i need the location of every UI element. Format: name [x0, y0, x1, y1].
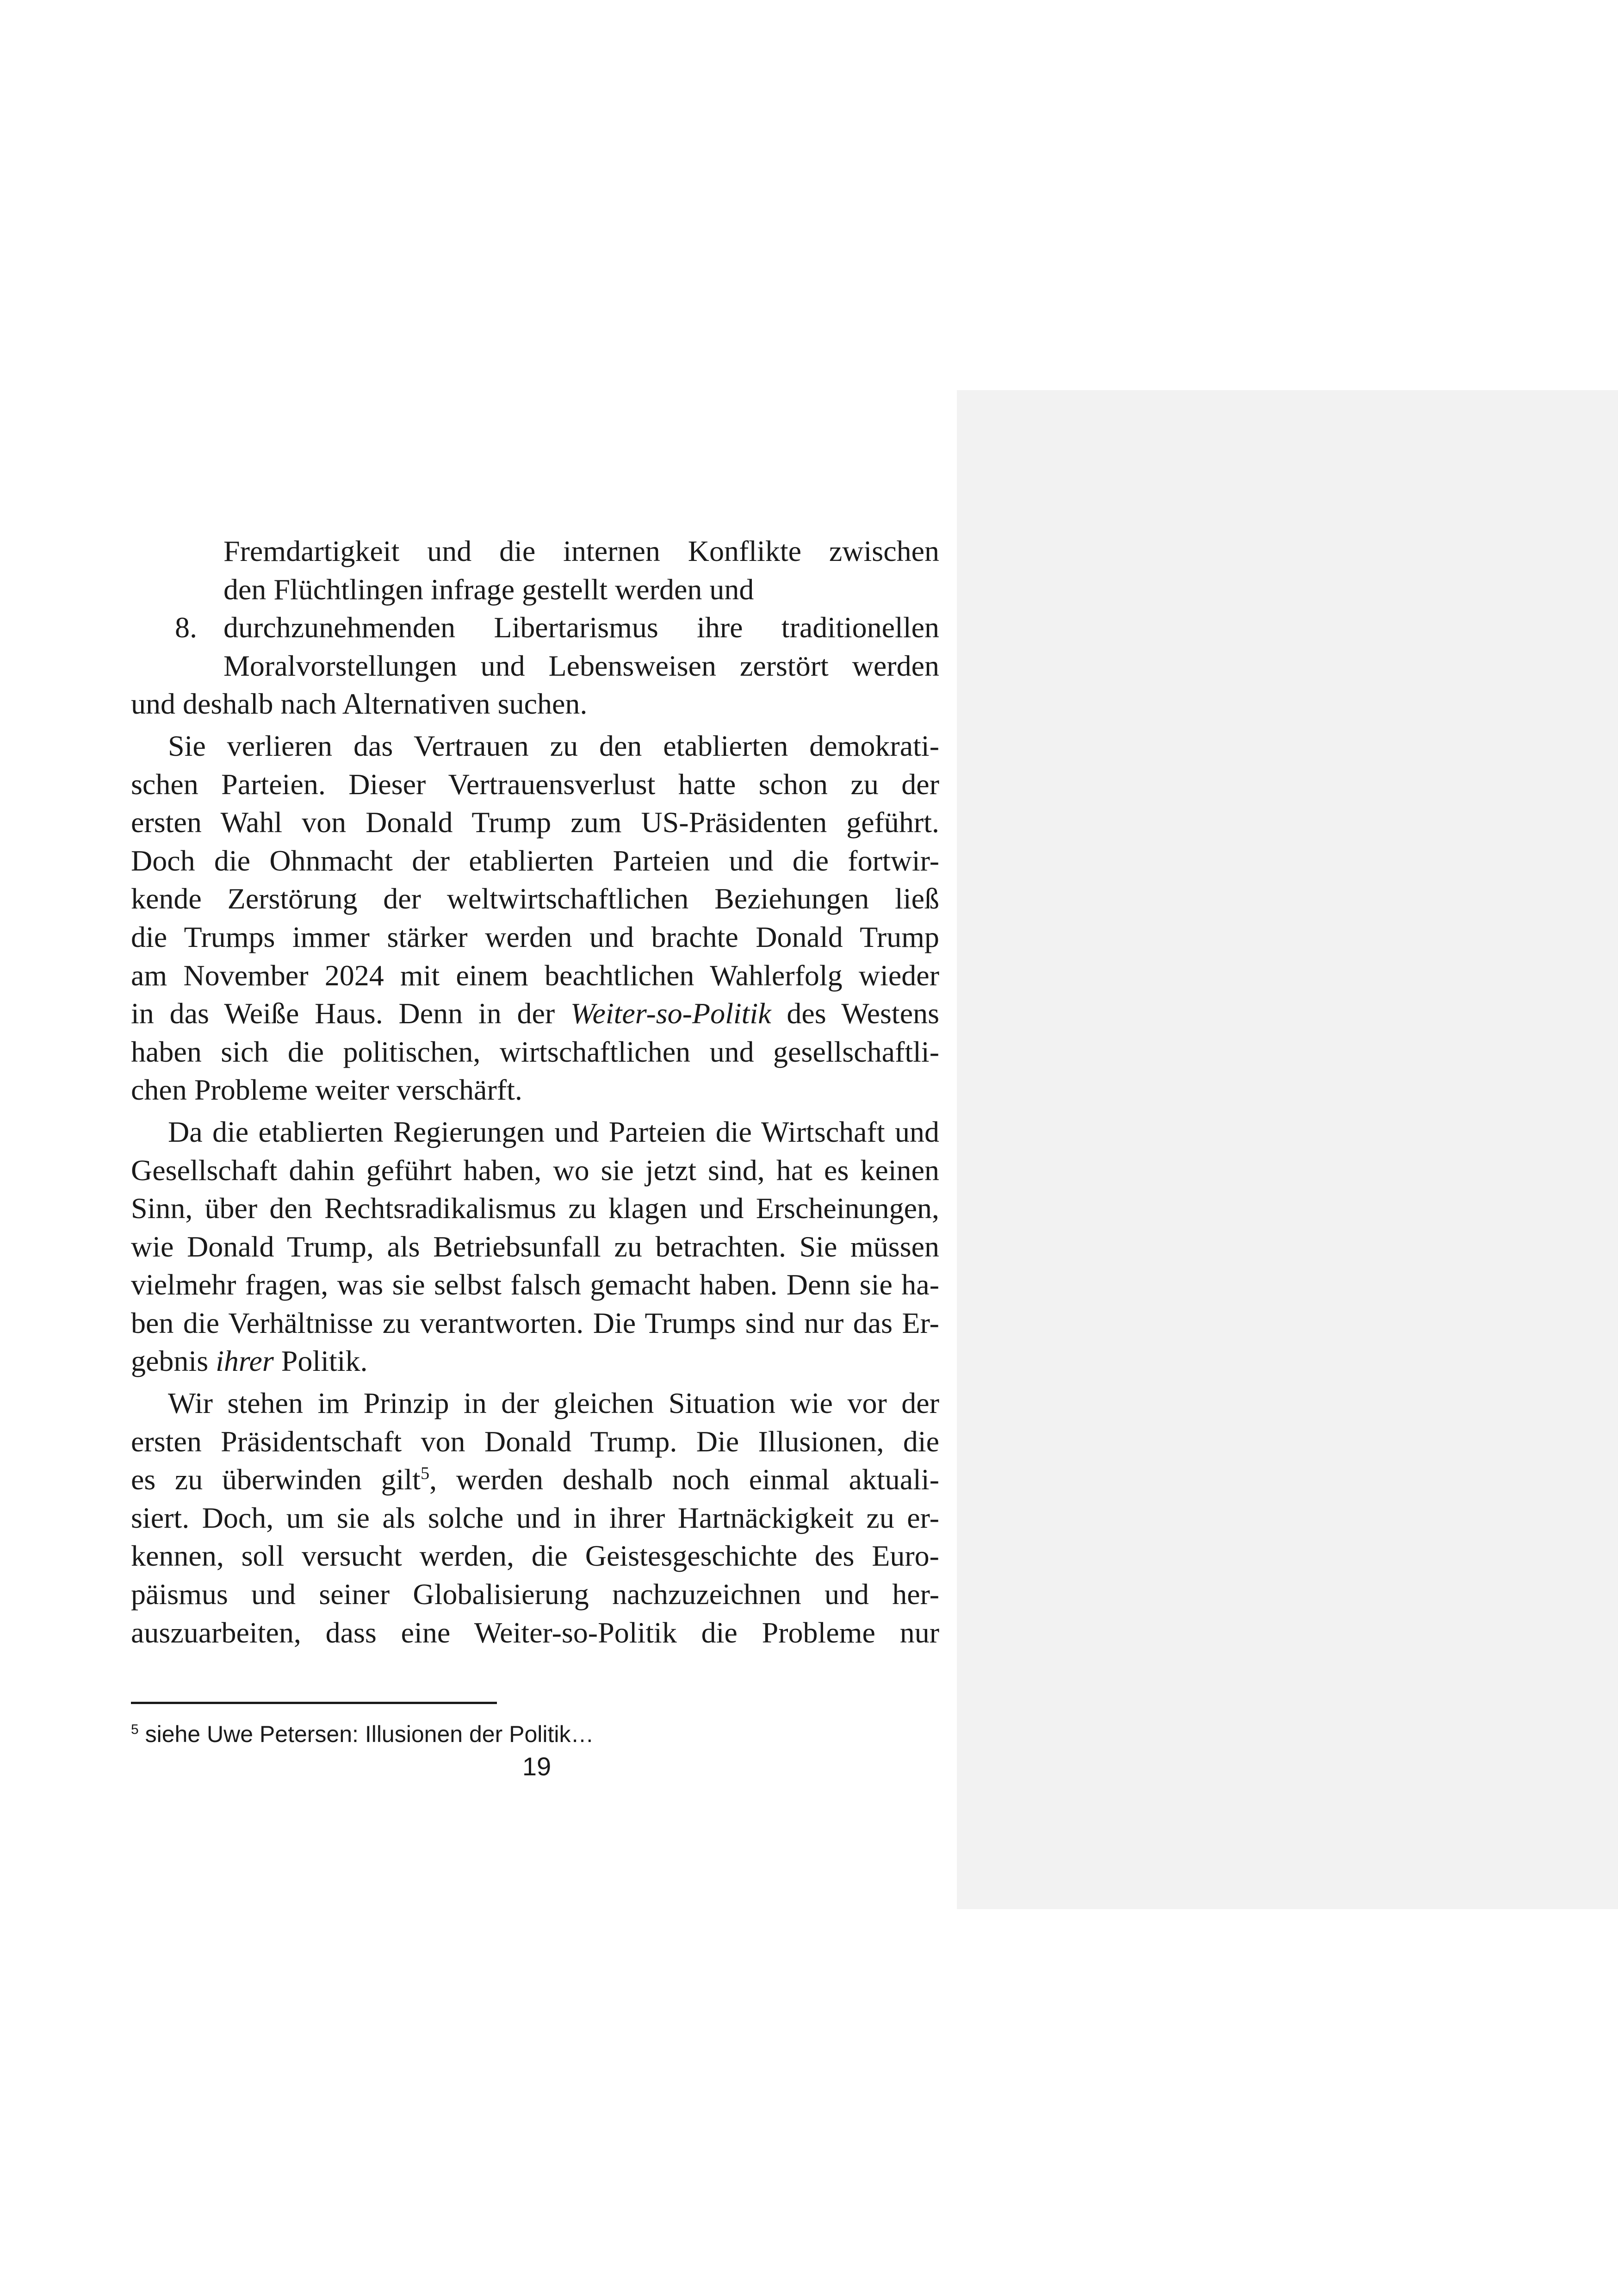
paragraph-1-line: Sie verlieren das Vertrauen zu den etablierten demokrati- — [168, 729, 939, 762]
paragraph-3-line: siert. Doch, um sie als solche und in ihrer Hartnäckigkeit zu er- — [131, 1501, 939, 1534]
paragraph-1-line: in das Weiße Haus. Denn in der Weiter-so-Politik des Westens — [131, 997, 940, 1030]
page-number: 19 — [522, 1752, 552, 1781]
paragraph-3-line: es zu überwinden gilt$^5$, werden deshalb noch einmal aktuali- — [131, 1463, 940, 1496]
paragraph-3-line: ersten Präsidentschaft von Donald Trump. Die Illusionen, die — [131, 1425, 939, 1458]
footnote-text: siehe Uwe Petersen: Illusionen der Politik… — [138, 1721, 594, 1747]
list-number: 8. — [175, 611, 197, 644]
list-item-7-continuation: den Flüchtlingen infrage gestellt werden und — [223, 572, 754, 606]
paragraph-1-line: chen Probleme weiter verschärft. — [131, 1073, 522, 1107]
paragraph-1-line: haben sich die politischen, wirtschaftlichen und gesellschaftli- — [131, 1035, 939, 1068]
list-item-8-continuation: Moralvorstellungen und Lebensweisen zerstört werden — [223, 649, 939, 682]
footnote-reference[interactable]: 5 — [420, 1463, 430, 1483]
paragraph-1-line: die Trumps immer stärker werden und brachte Donald Trump — [131, 920, 939, 953]
paragraph-2-line: Da die etablierten Regierungen und Parteien die Wirtschaft und — [168, 1115, 939, 1148]
list-item-7-continuation: Fremdartigkeit und die internen Konflikte zwischen — [223, 535, 939, 567]
paragraph-3-line: kennen, soll versucht werden, die Geistesgeschichte des Euro- — [131, 1539, 939, 1573]
paragraph-2-line: Gesellschaft dahin geführt haben, wo sie jetzt sind, hat es keinen — [131, 1153, 939, 1187]
paragraph-1-line: kende Zerstörung der weltwirtschaftlichen Beziehungen ließ — [131, 882, 939, 915]
footnote — [131, 1718, 594, 1750]
paragraph-3-line: Wir stehen im Prinzip in der gleichen Situation wie vor der — [168, 1387, 939, 1420]
paragraph-2-line: vielmehr fragen, was sie selbst falsch gemacht haben. Denn sie ha- — [131, 1268, 939, 1301]
paragraph-1-line: Doch die Ohnmacht der etablierten Parteien und die fortwir- — [131, 844, 939, 877]
paragraph-1-line: schen Parteien. Dieser Vertrauensverlust hatte schon zu der — [131, 767, 939, 801]
emphasis: Weiter-so-Politik — [570, 997, 771, 1030]
paragraph-1-line: ersten Wahl von Donald Trump zum US-Präsidenten geführt. — [131, 806, 939, 839]
comment-pane — [957, 390, 1618, 1909]
paragraph-2-line: gebnis ihrer Politik. — [131, 1344, 368, 1378]
paragraph-1-line: am November 2024 mit einem beachtlichen Wahlerfolg wieder — [131, 958, 939, 992]
paragraph-2-line: wie Donald Trump, als Betriebsunfall zu betrachten. Sie müssen — [131, 1230, 939, 1263]
footnote-separator — [131, 1702, 497, 1704]
list-item-8: 8. durchzunehmenden Libertarismus ihre traditionellen — [131, 609, 939, 647]
footnote-marker: 5 — [131, 1722, 139, 1737]
paragraph-2-line: ben die Verhältnisse zu verantworten. Die Trumps sind nur das Er- — [131, 1306, 939, 1339]
emphasis: ihrer — [216, 1344, 274, 1378]
paragraph-3-line: päismus und seiner Globalisierung nachzuzeichnen und her- — [131, 1578, 939, 1611]
body-text-column — [131, 532, 939, 1652]
paragraph-3-line: auszuarbeiten, dass eine Weiter-so-Politik die Probleme nur — [131, 1616, 939, 1649]
paragraph-2-line: Sinn, über den Rechtsradikalismus zu klagen und Erscheinungen, — [131, 1192, 939, 1225]
list-closing-line: und deshalb nach Alternativen suchen. — [131, 687, 588, 721]
